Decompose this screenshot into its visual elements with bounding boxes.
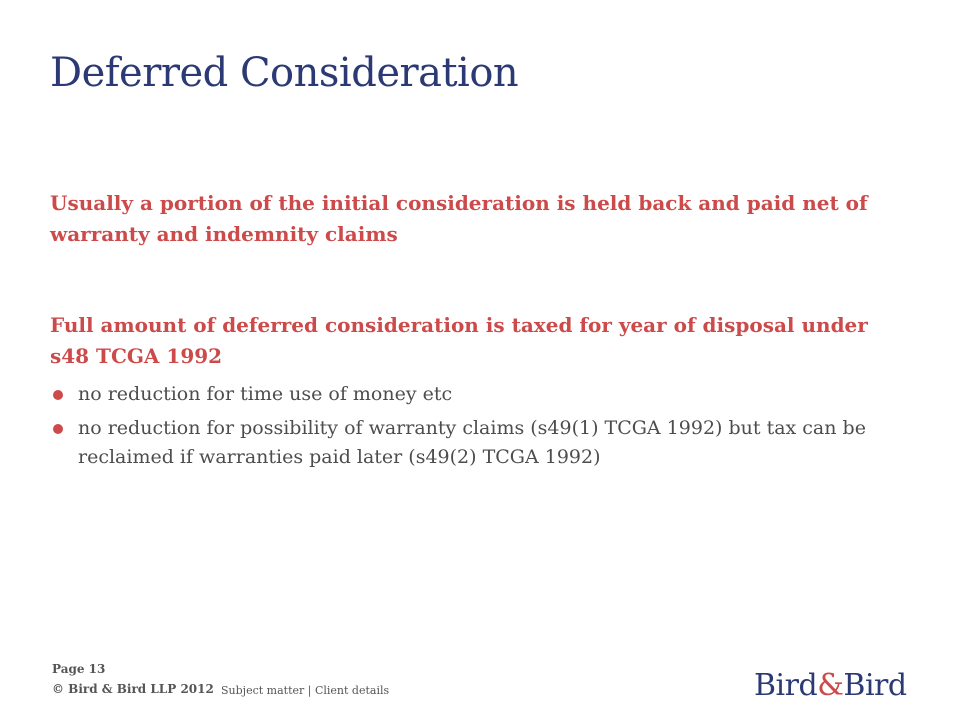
- page-number: Page 13: [52, 662, 106, 676]
- bullet-dot-icon: [53, 424, 63, 434]
- bird-and-bird-logo: [754, 668, 907, 703]
- subject-line: Subject matter | Client details: [221, 684, 390, 697]
- slide-title: Deferred Consideration: [50, 50, 519, 96]
- logo-word-right: Bird: [843, 668, 907, 703]
- bullet-text: no reduction for time use of money etc: [78, 383, 453, 405]
- bullet-text: no reduction for possibility of warranty claims (s49(1) TCGA 1992) but tax can be reclaimed if warranties paid later (s49(2) TCGA 1992): [78, 417, 866, 468]
- bullet-item: [50, 414, 910, 472]
- bullet-dot-icon: [53, 390, 63, 400]
- logo-ampersand: &: [817, 668, 844, 703]
- logo-word-left: Bird: [754, 668, 818, 703]
- bullet-item: [50, 380, 910, 409]
- heading-taxed-year: Full amount of deferred consideration is taxed for year of disposal under s48 TCGA 1992: [50, 313, 868, 368]
- copyright: © Bird & Bird LLP 2012: [52, 682, 214, 696]
- bullet-list: [50, 380, 910, 477]
- heading-held-back: Usually a portion of the initial consideration is held back and paid net of warranty and indemnity claims: [50, 191, 868, 246]
